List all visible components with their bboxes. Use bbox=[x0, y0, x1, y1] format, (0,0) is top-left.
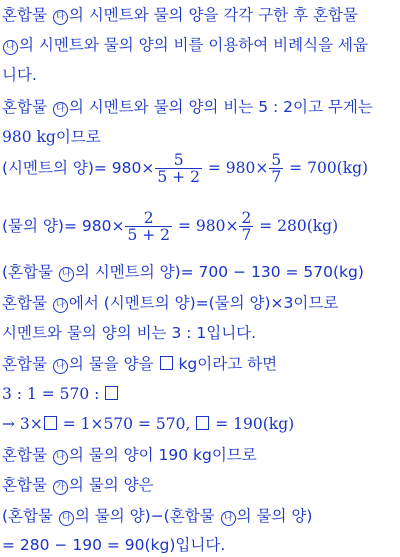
denominator: 5 + 2 bbox=[127, 226, 171, 244]
text: (혼합물 bbox=[2, 263, 58, 281]
text: 980 kg이므로 bbox=[2, 128, 101, 146]
line-8 bbox=[2, 262, 364, 282]
text: = 1×570 = 570, bbox=[57, 415, 196, 433]
line-7-water-amount bbox=[2, 210, 338, 243]
circled-na-marker: 나 bbox=[59, 267, 74, 282]
fraction bbox=[269, 152, 283, 185]
text: (시멘트의 양)= 980× bbox=[2, 159, 155, 177]
text: kg이라고 하면 bbox=[173, 355, 278, 373]
text: → 3× bbox=[2, 415, 43, 433]
circled-na-marker: 나 bbox=[3, 40, 18, 55]
fraction bbox=[125, 210, 172, 243]
text: 시멘트와 물의 양의 비는 3 : 1입니다. bbox=[2, 324, 257, 342]
text: 의 시멘트의 양)= 700 − 130 = 570(kg) bbox=[74, 263, 364, 281]
text: 3 : 1 = 570 : bbox=[2, 385, 105, 403]
text: 의 물을 양을 bbox=[68, 355, 159, 373]
line-16 bbox=[2, 506, 312, 526]
numerator: 5 bbox=[173, 151, 184, 169]
line-5 bbox=[2, 127, 101, 147]
line-1 bbox=[2, 5, 358, 25]
text: (혼합물 bbox=[2, 507, 58, 525]
fraction bbox=[155, 152, 202, 185]
line-3 bbox=[2, 65, 37, 85]
text: = 980× bbox=[202, 159, 269, 177]
numerator: 2 bbox=[143, 209, 154, 227]
line-6-cement-amount bbox=[2, 152, 368, 185]
blank-box bbox=[44, 416, 57, 430]
text: 의 시멘트와 물의 양의 비를 이용하여 비례식을 세웁 bbox=[19, 36, 368, 54]
line-12 bbox=[2, 384, 119, 404]
line-13 bbox=[2, 414, 294, 434]
text: 의 물의 양이 190 kg이므로 bbox=[68, 446, 257, 464]
circled-ga-marker: 가 bbox=[53, 480, 68, 495]
text: 혼합물 bbox=[2, 98, 52, 116]
text: 의 물의 양) bbox=[236, 507, 313, 525]
line-15 bbox=[2, 475, 154, 495]
numerator: 2 bbox=[241, 209, 252, 227]
denominator: 7 bbox=[241, 226, 252, 244]
circled-da-marker: 다 bbox=[53, 102, 68, 117]
text: 의 물의 양은 bbox=[68, 476, 154, 494]
circled-na-marker: 나 bbox=[53, 359, 68, 374]
text: = 700(kg) bbox=[284, 159, 369, 177]
circled-na-marker: 나 bbox=[53, 298, 68, 313]
circled-da-marker: 다 bbox=[53, 10, 68, 25]
text: 의 시멘트와 물의 양의 비는 5 : 2이고 무게는 bbox=[68, 98, 373, 116]
text: 혼합물 bbox=[2, 476, 52, 494]
fraction bbox=[239, 210, 253, 243]
denominator: 5 + 2 bbox=[157, 168, 200, 186]
text: = 980× bbox=[173, 217, 239, 235]
text: 혼합물 bbox=[2, 294, 52, 312]
blank-box bbox=[196, 416, 209, 430]
circled-da-marker: 다 bbox=[59, 511, 74, 526]
line-4 bbox=[2, 97, 373, 117]
text: 니다. bbox=[2, 66, 37, 84]
line-17 bbox=[2, 535, 225, 555]
text: = 280(kg) bbox=[254, 217, 339, 235]
circled-na-marker: 나 bbox=[53, 450, 68, 465]
line-11 bbox=[2, 354, 277, 374]
line-9 bbox=[2, 293, 338, 313]
text: 혼합물 bbox=[2, 6, 52, 24]
text: 의 물의 양)−(혼합물 bbox=[74, 507, 220, 525]
blank-box bbox=[160, 356, 173, 370]
denominator: 7 bbox=[271, 168, 282, 186]
text: = 190(kg) bbox=[210, 415, 295, 433]
text: 혼합물 bbox=[2, 355, 52, 373]
text: 의 시멘트와 물의 양을 각각 구한 후 혼합물 bbox=[68, 6, 358, 24]
line-10 bbox=[2, 323, 256, 343]
text: 에서 (시멘트의 양)=(물의 양)×3이므로 bbox=[68, 294, 339, 312]
blank-box bbox=[105, 386, 118, 400]
line-14 bbox=[2, 445, 257, 465]
circled-na-marker: 나 bbox=[221, 511, 236, 526]
text: 혼합물 bbox=[2, 446, 52, 464]
text: = 280 − 190 = 90(kg)입니다. bbox=[2, 536, 226, 554]
numerator: 5 bbox=[271, 151, 282, 169]
line-2 bbox=[2, 35, 368, 55]
text: (물의 양)= 980× bbox=[2, 217, 125, 235]
